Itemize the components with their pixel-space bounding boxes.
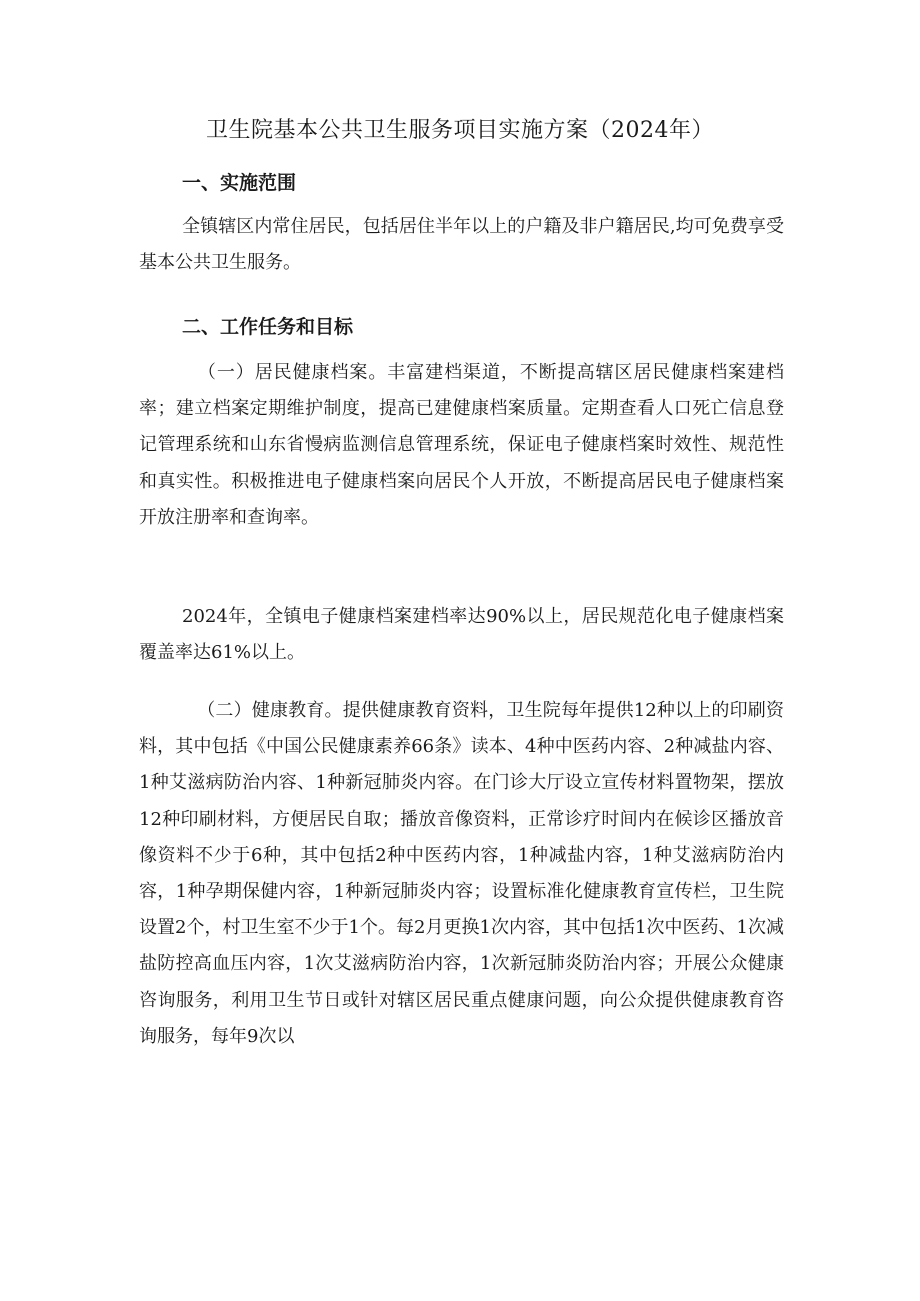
paragraph-2024-targets-text: 2024年，全镇电子健康档案建档率达90%以上，居民规范化电子健康档案覆盖率达61%以上。 <box>139 606 784 664</box>
paragraph-health-education <box>139 693 784 1055</box>
paragraph-scope <box>139 209 784 281</box>
paragraph-scope-text: 全镇辖区内常住居民，包括居住半年以上的户籍及非户籍居民,均可免费享受基本公共卫生服务。 <box>139 216 784 274</box>
paragraph-health-records <box>139 355 784 536</box>
document-title: 卫生院基本公共卫生服务项目实施方案（2024年） <box>206 118 714 143</box>
section-heading-tasks: 二、工作任务和目标 <box>182 316 354 338</box>
paragraph-health-records-text: （一）居民健康档案。丰富建档渠道，不断提高辖区居民健康档案建档率；建立档案定期维护制度，提高已建健康档案质量。定期查看人口死亡信息登记管理系统和山东省慢病监测信息管理系统，保证电子健康档案时效性、规范性和真实性。积极推进电子健康档案向居民个人开放，不断提高居民电子健康档案开放注册率和查询率。 <box>139 362 784 528</box>
paragraph-health-education-text: （二）健康教育。提供健康教育资料，卫生院每年提供12种以上的印刷资料，其中包括《中国公民健康素养66条》读本、4种中医药内容、2种减盐内容、1种艾滋病防治内容、1种新冠肺炎内容。在门诊大厅设立宣传材料置物架，摆放12种印刷材料，方便居民自取；播放音像资料，正常诊疗时间内在候诊区播放音像资料不少于6种，其中包括2种中医药内容，1种减盐内容，1种艾滋病防治内容，1种孕期保健内容，1种新冠肺炎内容；设置标准化健康教育宣传栏，卫生院设置2个，村卫生室不少于1个。每2月更换1次内容，其中包括1次中医药、1次减盐防控高血压内容，1次艾滋病防治内容，1次新冠肺炎防治内容；开展公众健康咨询服务，利用卫生节日或针对辖区居民重点健康问题，向公众提供健康教育咨询服务，每年9次以 <box>139 700 784 1047</box>
section-heading-scope: 一、实施范围 <box>182 172 297 194</box>
paragraph-2024-targets <box>139 599 784 671</box>
